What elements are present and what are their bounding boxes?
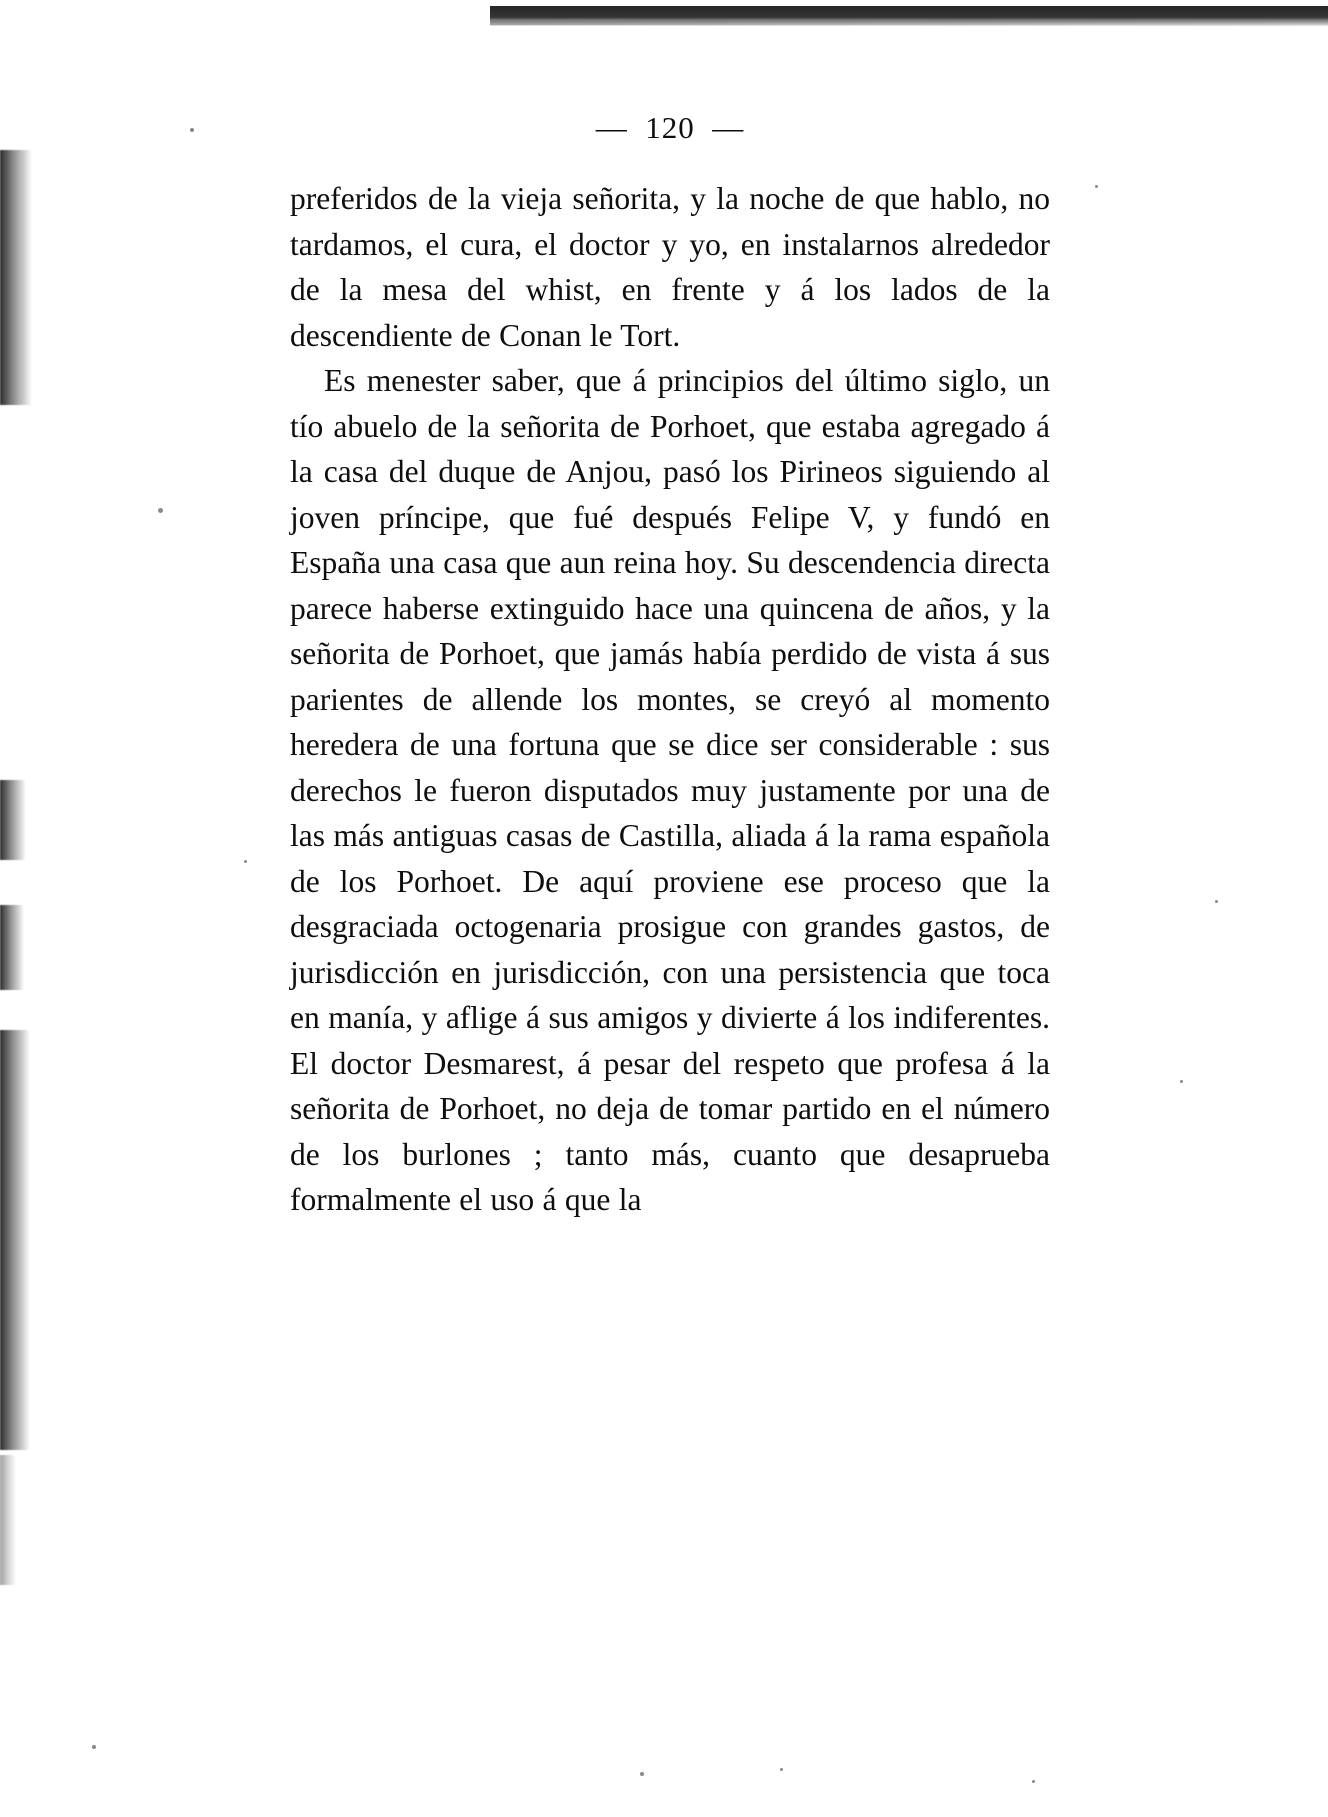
scan-edge-artifact-left-4 [0,1030,30,1450]
scan-speck [92,1745,96,1749]
page-number: — 120 — [595,110,745,145]
scan-speck [1032,1780,1035,1783]
scan-speck [780,1768,783,1771]
scan-speck [158,508,163,513]
scan-edge-artifact-left-3 [0,905,24,990]
scan-speck [1180,1080,1183,1083]
scan-edge-artifact-left-1 [0,150,32,405]
body-text [290,176,1050,1223]
scan-speck [1095,185,1098,188]
page-content [290,110,1050,1223]
paragraph-1: preferidos de la vieja señorita, y la noche de que hablo, no tardamos, el cura, el doctor y yo, en instalarnos alrededor de la mesa del whist, en frente y á los lados de la descendiente de Conan le Tort. [290,181,1050,353]
scan-speck [1215,900,1218,903]
paragraph-2: Es menester saber, que á principios del último siglo, un tío abuelo de la señorita de Porhoet, que estaba agregado á la casa del duque de Anjou, pasó los Pirineos siguiendo al joven príncipe, que fué después Felipe V, y fundó en España una casa que aun reina hoy. Su descendencia directa parece haberse extinguido hace una quincena de años, y la señorita de Porhoet, que jamás había perdido de vista á sus parientes de allende los montes, se creyó al momento heredera de una fortuna que se dice ser considerable : sus derechos le fueron disputados muy justamente por una de las más antiguas casas de Castilla, aliada á la rama española de los Porhoet. De aquí proviene ese proceso que la desgraciada octogenaria prosigue con grandes gastos, de jurisdicción en jurisdicción, con una persistencia que toca en manía, y aflige á sus amigos y divierte á los indiferentes. El doctor Desmarest, á pesar del respeto que profesa á la señorita de Porhoet, no deja de tomar partido en el número de los burlones ; tanto más, cuanto que desaprueba formalmente el uso á que la [290,363,1050,1217]
scan-speck [244,860,247,863]
scan-edge-artifact-top [490,6,1328,26]
scan-speck [190,128,194,132]
scan-edge-artifact-left-2 [0,780,26,860]
scan-speck [640,1772,644,1776]
scan-edge-artifact-left-5 [0,1455,16,1585]
